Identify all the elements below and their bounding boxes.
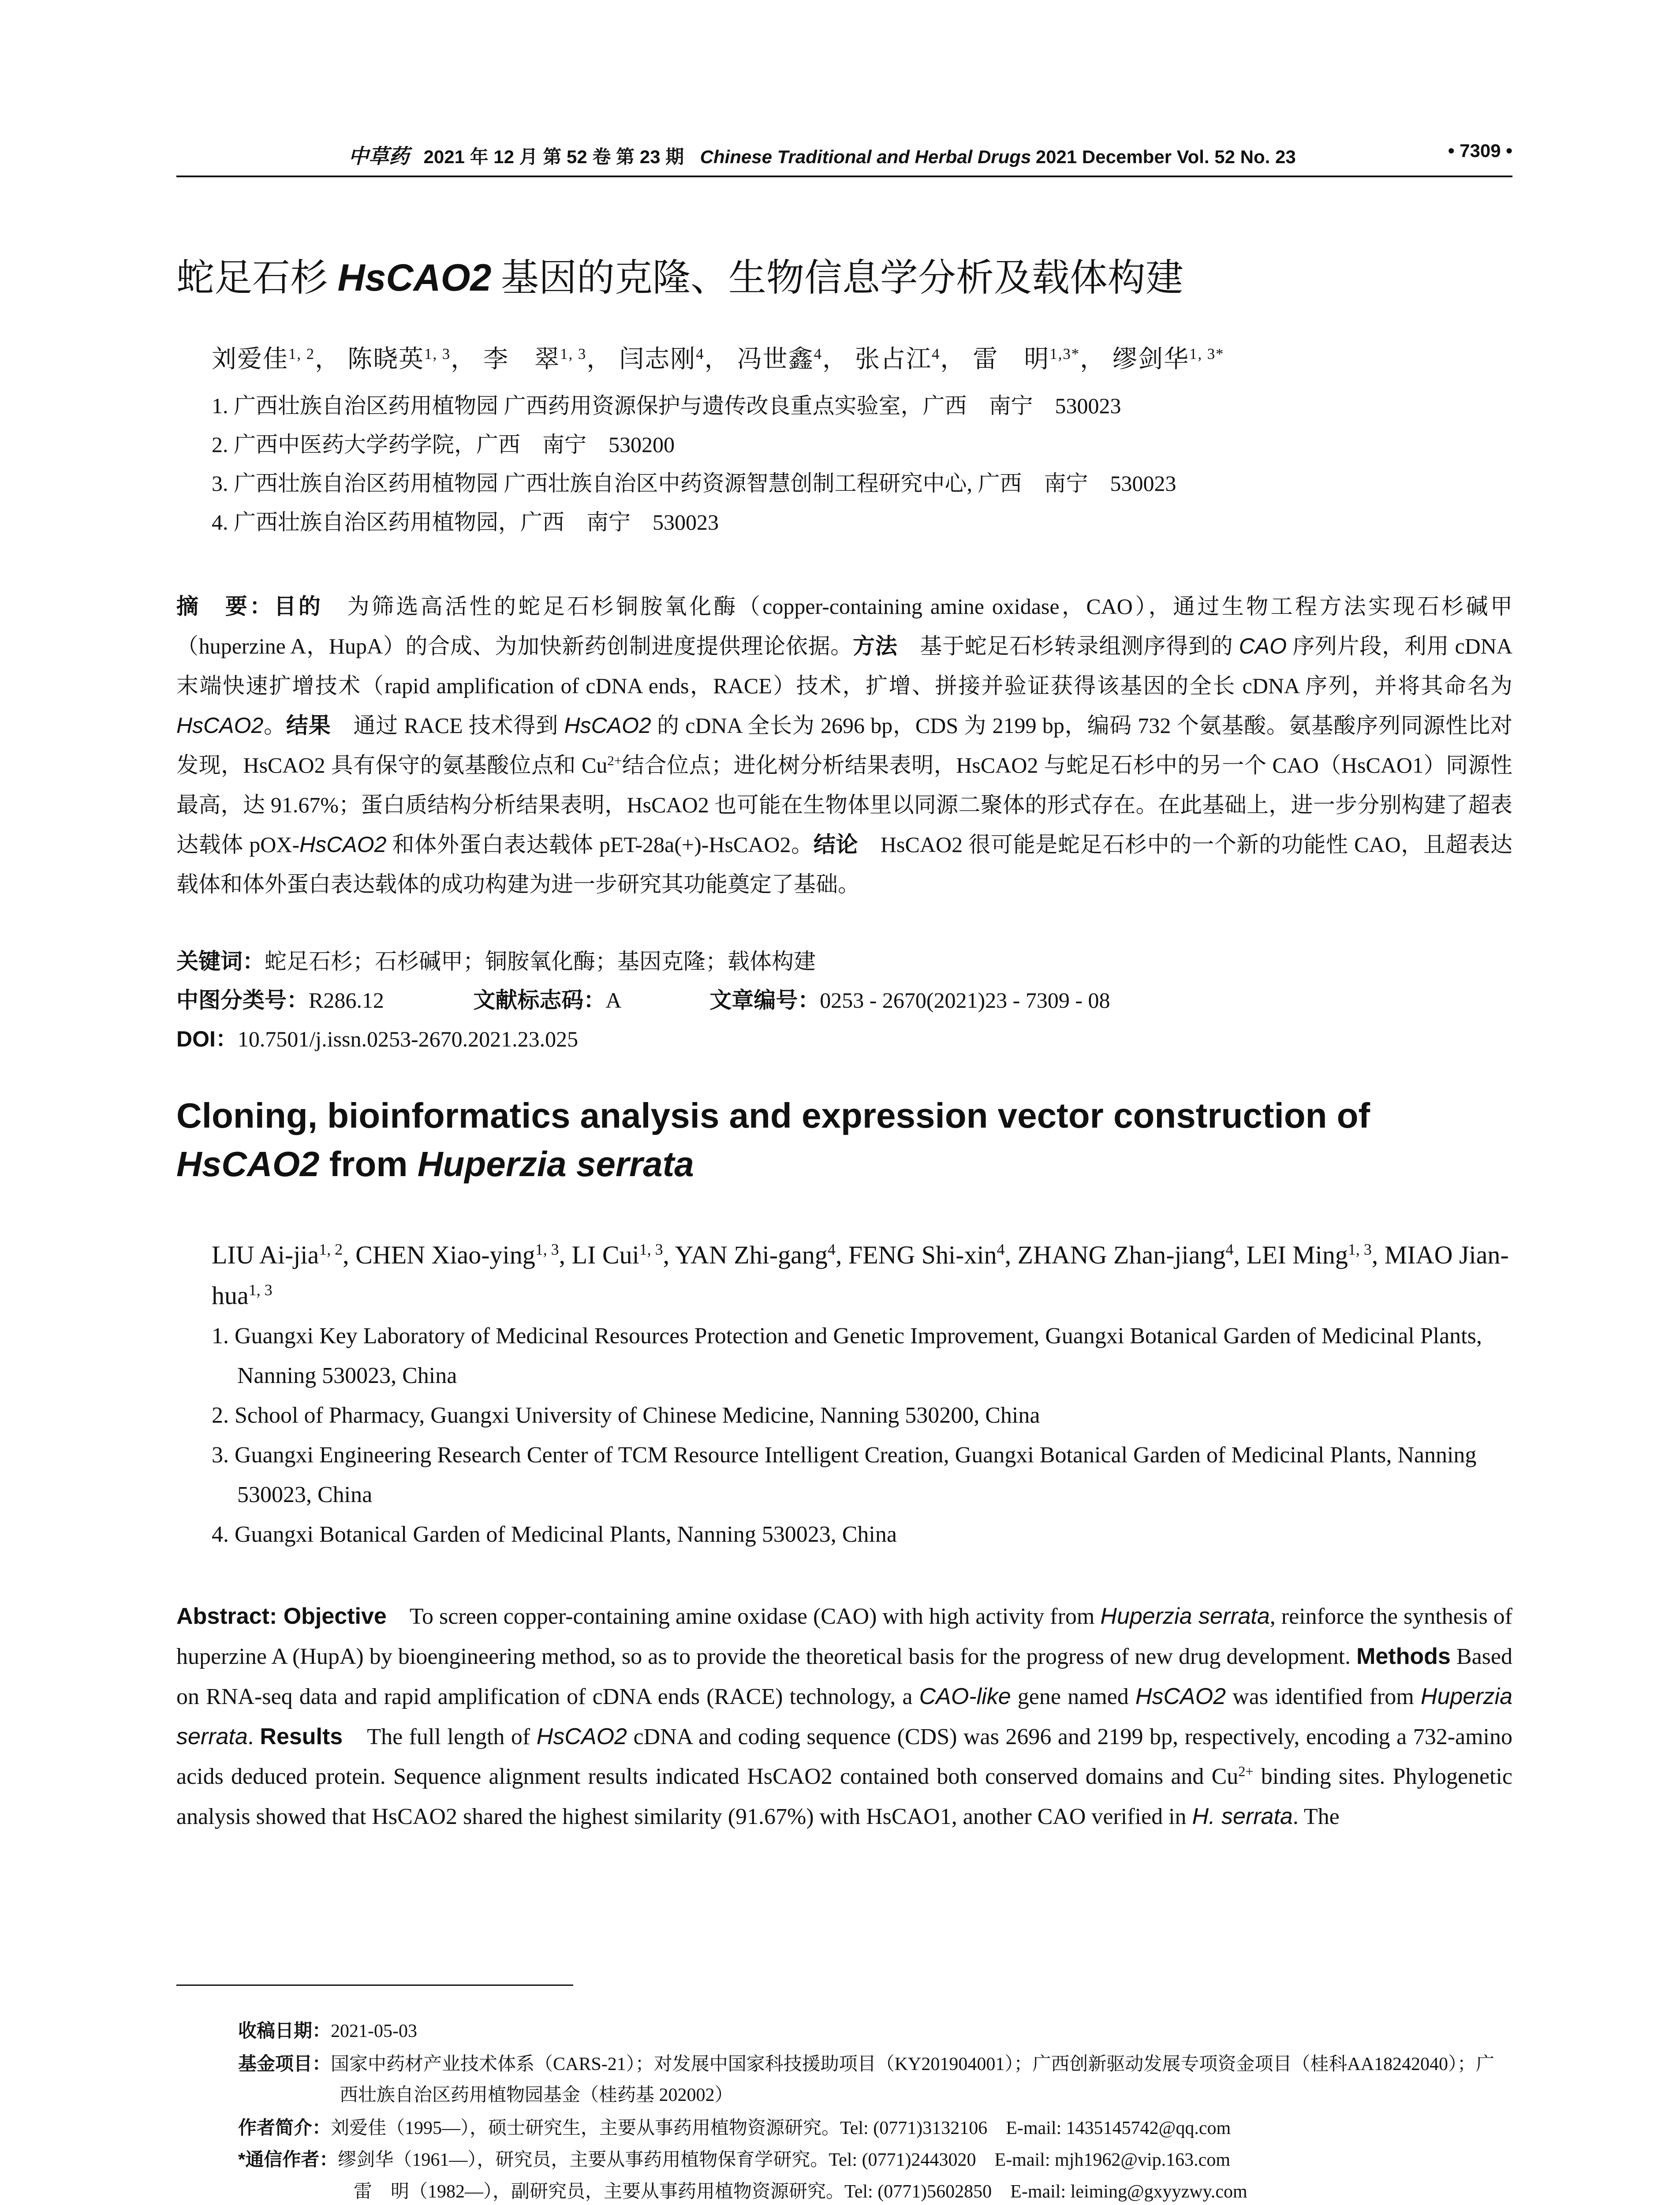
affiliation-cn: 1. 广西壮族自治区药用植物园 广西药用资源保护与遗传改良重点实验室，广西 南宁 530023 xyxy=(212,393,1121,418)
author-en: CHEN Xiao-ying$^{1, 3}$ xyxy=(355,1241,559,1269)
header-rule xyxy=(176,176,1512,177)
abstract-en: Abstract: Objective To screen copper-containing amine oxidase (CAO) with high activity from Huperzia serrata, reinforce the synthesis of huperzine A (HupA) by bioengineering method, so as to provide the theoretical basis for the progress of new drug development. Methods Based on RNA-seq data and rapid amplification of cDNA ends (RACE) technology, a CAO-like gene named HsCAO2 was identified from Huperzia serrata. Results The full length of HsCAO2 cDNA and coding sequence (CDS) was 2696 and 2199 bp, respectively, encoding a 732-amino acids deduced protein. Sequence alignment results indicated HsCAO2 contained both conserved domains and $Cu^{2+}$ binding sites. Phylogenetic analysis showed that HsCAO2 shared the highest similarity (91.67%) with HsCAO1, another CAO verified in H. serrata. The xyxy=(176,1603,1513,1829)
page-number: • 7309 • xyxy=(1448,140,1512,161)
affiliation-en: 2. School of Pharmacy, Guangxi University of Chinese Medicine, Nanning 530200, China xyxy=(212,1403,1040,1428)
author-cn: 闫志刚$^4$ xyxy=(619,345,705,373)
author-en: FENG Shi-xin$^4$ xyxy=(848,1241,1005,1269)
header-issue-cn: 2021 年 12 月 第 52 卷 第 23 期 xyxy=(423,146,684,167)
author-en: MIAO Jian-hua$^{1, 3}$ xyxy=(212,1241,1509,1310)
page-title-cn xyxy=(176,247,1183,302)
running-header xyxy=(176,140,1512,176)
affiliation-en: 1. Guangxi Key Laboratory of Medicinal Resources Protection and Genetic Improvement, Guangxi Botanical Garden of Medicinal Plants, Nanning 530023, China xyxy=(212,1323,1482,1388)
page-title-en: Cloning, bioinformatics analysis and expression vector construction of HsCAO2 from Huperzia serrata xyxy=(176,1096,1370,1184)
author-en: LIU Ai-jia$^{1, 2}$ xyxy=(212,1241,343,1269)
doi-line: DOI：10.7501/j.issn.0253-2670.2021.23.025 xyxy=(176,1027,579,1051)
author-cn: 冯世鑫$^4$ xyxy=(737,345,822,373)
author-cn: 雷 明$^{1,3*}$ xyxy=(973,345,1080,373)
title-cn-gene: HsCAO2 xyxy=(337,257,492,299)
header-issue-en: 2021 December Vol. 52 No. 23 xyxy=(1035,146,1296,167)
footnote-rule xyxy=(176,1984,573,1986)
author-cn: 张占江$^4$ xyxy=(855,345,941,373)
methods-label-cn: 方法 xyxy=(853,634,898,658)
affiliation-en: 4. Guangxi Botanical Garden of Medicinal Plants, Nanning 530023, China xyxy=(212,1522,897,1547)
results-label-cn: 结果 xyxy=(286,713,331,738)
header-journal-en: Chinese Traditional and Herbal Drugs xyxy=(700,146,1031,167)
author-cn: 刘爱佳$^{1, 2}$ xyxy=(212,345,315,373)
title-cn-part: 蛇足石杉 xyxy=(176,257,338,299)
affiliation-cn: 4. 广西壮族自治区药用植物园，广西 南宁 530023 xyxy=(212,510,719,534)
classification-line: 中图分类号：R286.12 文献标志码：A 文章编号：0253 - 2670(2021)23 - 7309 - 08 xyxy=(176,988,1110,1013)
header-journal-line xyxy=(348,140,1296,169)
abstract-label-en: Abstract: Objective xyxy=(176,1603,387,1629)
affiliation-en: 3. Guangxi Engineering Research Center of TCM Resource Intelligent Creation, Guangxi Botanical Garden of Medicinal Plants, Nanning 530023, China xyxy=(212,1443,1477,1507)
footnote-corresponding: *通信作者：缪剑华（1961—），研究员，主要从事药用植物保育学研究。Tel: (0771)2443020 E-mail: mjh1962@vip.163.com xyxy=(238,2149,1230,2170)
conclusion-label-cn: 结论 xyxy=(813,832,859,857)
affiliation-cn: 3. 广西壮族自治区药用植物园 广西壮族自治区中药资源智慧创制工程研究中心, 广西 南宁 530023 xyxy=(212,471,1176,496)
footnote-received: 收稿日期：2021-05-03 xyxy=(238,2020,417,2041)
keywords-cn: 关键词：蛇足石杉；石杉碱甲；铜胺氧化酶；基因克隆；载体构建 xyxy=(176,949,816,974)
author-en: LI Cui$^{1, 3}$ xyxy=(571,1241,663,1269)
objective-label-cn: 目的 xyxy=(274,594,323,619)
abstract-label-cn: 摘 要： xyxy=(176,594,274,619)
author-cn: 缪剑华$^{1, 3*}$ xyxy=(1113,345,1225,373)
author-en: LEI Ming$^{1, 3}$ xyxy=(1246,1241,1372,1269)
author-list-en: LIU Ai-jia$^{1, 2}$, CHEN Xiao-ying$^{1, 3}$, LI Cui$^{1, 3}$, YAN Zhi-gang$^4$, FENG Shi-xin$^4$, ZHANG Zhan-jiang$^4$, LEI Ming$^{1, 3}$, MIAO Jian-hua$^{1, 3}$ xyxy=(212,1241,1509,1310)
title-cn-part: 基因的克隆、生物信息学分析及载体构建 xyxy=(491,257,1183,299)
methods-label-en: Methods xyxy=(1356,1644,1451,1669)
author-en: YAN Zhi-gang$^4$ xyxy=(675,1241,836,1269)
author-cn: 陈晓英$^{1, 3}$ xyxy=(347,345,451,373)
results-label-en: Results xyxy=(260,1724,343,1749)
author-cn: 李 翠$^{1, 3}$ xyxy=(483,345,587,373)
footnote-funding: 基金项目：国家中药材产业技术体系（CARS-21）；对发展中国家科技援助项目（KY201904001）；广西创新驱动发展专项资金项目（桂科AA18242040）；广西壮族自治区药用植物园基金（桂药基 202002） xyxy=(238,2053,1495,2105)
footnote-author-bio: 作者简介：刘爱佳（1995—），硕士研究生，主要从事药用植物资源研究。Tel: (0771)3132106 E-mail: 1435145742@qq.com xyxy=(238,2117,1231,2138)
journal-logo-cn: 中草药 xyxy=(348,144,409,168)
footnote-corresponding-2: 雷 明（1982—），副研究员，主要从事药用植物资源研究。Tel: (0771)5602850 E-mail: leiming@gxyyzwy.com xyxy=(354,2182,1247,2202)
author-list-cn: 刘爱佳$^{1, 2}$， 陈晓英$^{1, 3}$， 李 翠$^{1, 3}$， 闫志刚$^4$， 冯世鑫$^4$， 张占江$^4$， 雷 明$^{1,3*}$， 缪剑华$^{1, 3*}$ xyxy=(212,345,1225,373)
author-en: ZHANG Zhan-jiang$^4$ xyxy=(1017,1241,1234,1269)
abstract-cn: 摘 要：目的 为筛选高活性的蛇足石杉铜胺氧化酶（copper-containing amine oxidase，CAO），通过生物工程方法实现石杉碱甲（huperzine A，HupA）的合成、为加快新药创制进度提供理论依据。方法 基于蛇足石杉转录组测序得到的 CAO 序列片段，利用 cDNA 末端快速扩增技术（rapid amplification of cDNA ends，RACE）技术，扩增、拼接并验证获得该基因的全长 cDNA 序列，并将其命名为 HsCAO2。结果 通过 RACE 技术得到 HsCAO2 的 cDNA 全长为 2696 bp，CDS 为 2199 bp，编码 732 个氨基酸。氨基酸序列同源性比对发现，HsCAO2 具有保守的氨基酸位点和 $Cu^{2+}$结合位点；进化树分析结果表明，HsCAO2 与蛇足石杉中的另一个 CAO（HsCAO1）同源性最高，达 91.67%；蛋白质结构分析结果表明，HsCAO2 也可能在生物体里以同源二聚体的形式存在。在此基础上，进一步分别构建了超表达载体 pOX-HsCAO2 和体外蛋白表达载体 pET-28a(+)-HsCAO2。结论 HsCAO2 很可能是蛇足石杉中的一个新的功能性 CAO，且超表达载体和体外蛋白表达载体的成功构建为进一步研究其功能奠定了基础。 xyxy=(176,594,1513,897)
affiliation-cn: 2. 广西中医药大学药学院，广西 南宁 530200 xyxy=(212,432,675,457)
